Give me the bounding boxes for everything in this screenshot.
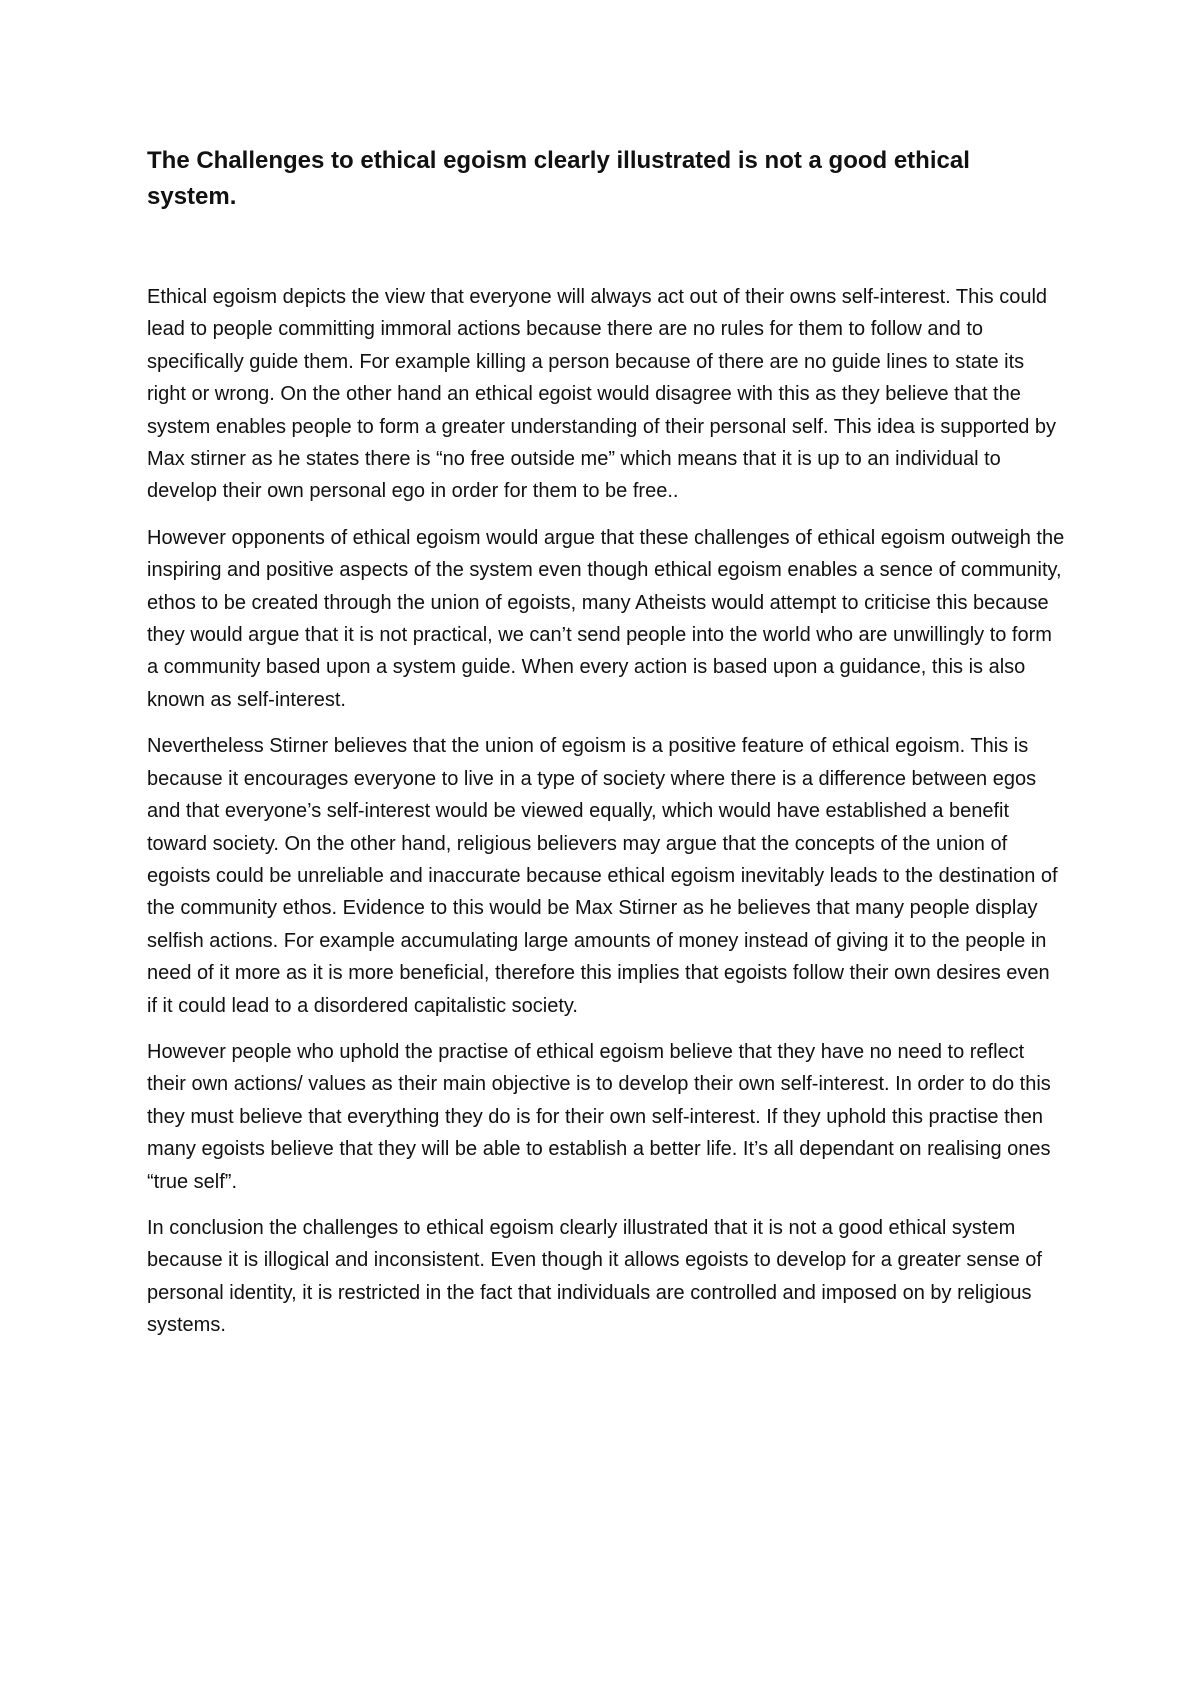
document-title: The Challenges to ethical egoism clearly illustrated is not a good ethical system. xyxy=(147,147,970,210)
paragraph-conclusion: In conclusion the challenges to ethical egoism clearly illustrated that it is not a good ethical system because it is illogical and inconsistent. Even though it allows egoists to develop for a greater sense of personal identity, it is restricted in the fact that individuals are controlled and imposed on by religious systems. xyxy=(147,1216,1042,1337)
paragraph-introduction: Ethical egoism depicts the view that everyone will always act out of their owns self-interest. This could lead to people committing immoral actions because there are no rules for them to follow and to specifically guide them. For example killing a person because of there are no guide lines to state its right or wrong. On the other hand an ethical egoist would disagree with this as they believe that the system enables people to form a greater understanding of their personal self. This idea is supported by Max stirner as he states there is “no free outside me” which means that it is up to an individual to develop their own personal ego in order for them to be free.. xyxy=(147,286,1057,503)
paragraph-opponents: However opponents of ethical egoism would argue that these challenges of ethical egoism outweigh the inspiring and positive aspects of the system even though ethical egoism enables a sence of community, ethos to be created through the union of egoists, many Atheists would attempt to criticise this because they would argue that it is not practical, we can’t send people into the world who are unwillingly to form a community based upon a system guide. When every action is based upon a guidance, this is also known as self-interest. xyxy=(147,526,1065,711)
paragraph-supporters: However people who uphold the practise of ethical egoism believe that they have no need to reflect their own actions/ values as their main objective is to develop their own self-interest. In order to do this they must believe that everything they do is for their own self-interest. If they uphold this practise then many egoists believe that they will be able to establish a better life. It’s all dependant on realising ones “true self”. xyxy=(147,1040,1051,1193)
document-body xyxy=(147,143,1065,1356)
paragraph-stirner-union: Nevertheless Stirner believes that the union of egoism is a positive feature of ethical egoism. This is because it encourages everyone to live in a type of society where there is a difference between egos and that everyone’s self-interest would be viewed equally, which would have established a benefit toward society. On the other hand, religious believers may argue that the concepts of the union of egoists could be unreliable and inaccurate because ethical egoism inevitably leads to the destination of the community ethos. Evidence to this would be Max Stirner as he believes that many people display selfish actions. For example accumulating large amounts of money instead of giving it to the people in need of it more as it is more beneficial, therefore this implies that egoists follow their own desires even if it could lead to a disordered capitalistic society. xyxy=(147,735,1058,1017)
